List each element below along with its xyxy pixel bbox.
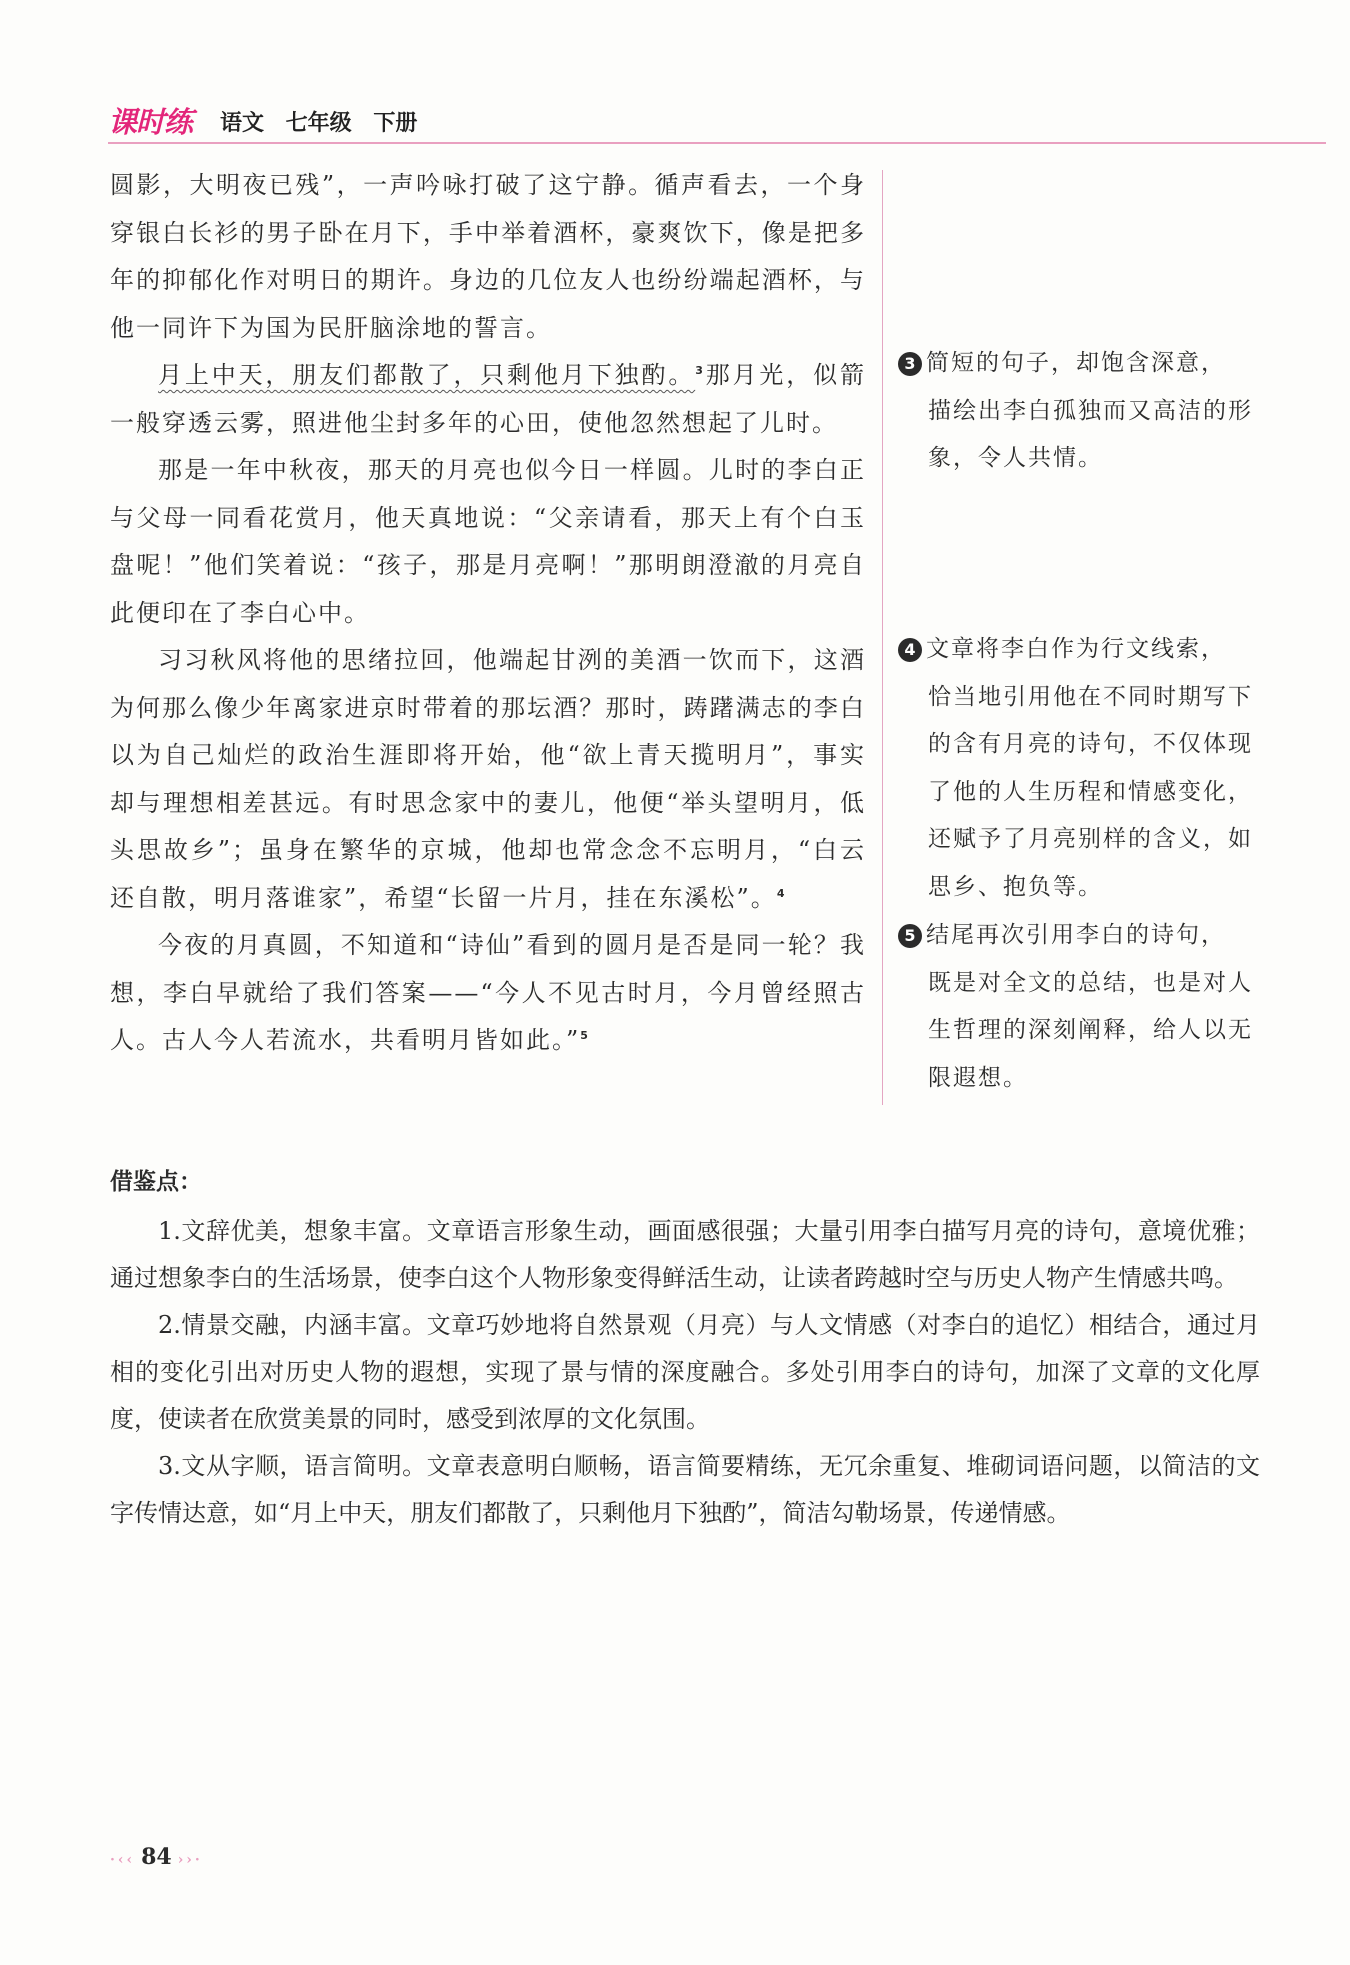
paragraph-5-text: 今夜的月真圆，不知道和“诗仙”看到的圆月是否是同一轮？我想，李白早就给了我们答案——“今人不见古时月，今月曾经照古人。古人今人若流水，共看明月皆如此。” xyxy=(110,931,866,1054)
paragraph-4-text: 习习秋风将他的思绪拉回，他端起甘洌的美酒一饮而下，这酒为何那么像少年离家进京时带着的那坛酒？那时，踌躇满志的李白以为自己灿烂的政治生涯即将开始，他“欲上青天揽明月”，事实却与理想相差甚远。有时思念家中的妻儿，他便“举头望明月，低头思故乡”；虽身在繁华的京城，他却也常念念不忘明月，“白云还自散，明月落谁家”，希望“长留一片月，挂在东溪松”。 xyxy=(110,646,866,912)
jiejian-section xyxy=(110,1208,1260,1537)
note-number-badge: 4 xyxy=(898,638,922,662)
note-body: 恰当地引用他在不同时期写下的含有月亮的诗句，不仅体现了他的人生历程和情感变化，还赋予了月亮别样的含义，如思乡、抱负等。 xyxy=(928,683,1253,900)
jiejian-point-2: 2.情景交融，内涵丰富。文章巧妙地将自然景观（月亮）与人文情感（对李白的追忆）相结合，通过月相的变化引出对历史人物的遐想，实现了景与情的深度融合。多处引用李白的诗句，加深了文章的文化厚度，使读者在欣赏美景的同时，感受到浓厚的文化氛围。 xyxy=(110,1311,1260,1433)
subject-title: 语文 七年级 下册 xyxy=(220,111,418,136)
essay-paragraph-3: 那是一年中秋夜，那天的月亮也似今日一样圆。儿时的李白正与父母一同看花赏月，他天真地说：“父亲请看，那天上有个白玉盘呢！”他们笑着说：“孩子，那是月亮啊！”那明朗澄澈的月亮自此便印在了李白心中。 xyxy=(110,456,866,627)
margin-note-4 xyxy=(898,626,1268,911)
margin-note-3 xyxy=(898,340,1268,483)
page-number-ornament: ››· xyxy=(177,1852,203,1868)
note-first-line: 文章将李白作为行文线索， xyxy=(926,636,1226,662)
jiejian-point-3: 3.文从字顺，语言简明。文章表意明白顺畅，语言简要精练，无冗余重复、堆砌词语问题，以简洁的文字传情达意，如“月上中天，朋友们都散了，只剩他月下独酌”，简洁勾勒场景，传递情感。 xyxy=(110,1452,1260,1527)
note-first-line: 简短的句子，却饱含深意， xyxy=(926,350,1226,376)
page-header xyxy=(108,100,1326,144)
page-number-ornament: ·‹‹ xyxy=(110,1852,136,1868)
essay-paragraph-5 xyxy=(110,922,866,1065)
note-number-badge: 5 xyxy=(898,924,922,948)
header-divider xyxy=(108,142,1326,144)
essay-body xyxy=(110,162,866,1065)
wavy-underlined-sentence: 月上中天，朋友们都散了，只剩他月下独酌。 xyxy=(158,361,696,389)
paragraph-2-rest: 那月光，似箭一般穿透云雾，照进他尘封多年的心田，使他忽然想起了儿时。 xyxy=(110,361,866,437)
note-body: 描绘出李白孤独而又高洁的形象，令人共情。 xyxy=(928,397,1253,471)
note-first-line: 结尾再次引用李白的诗句， xyxy=(926,922,1226,948)
essay-paragraph-2 xyxy=(110,352,866,447)
annotation-marker-5: 5 xyxy=(580,1029,590,1042)
annotation-marker-3: 3 xyxy=(695,364,705,377)
note-body: 既是对全文的总结，也是对人生哲理的深刻阐释，给人以无限遐想。 xyxy=(928,969,1253,1091)
note-number-badge: 3 xyxy=(898,352,922,376)
jiejian-point-1: 1.文辞优美，想象丰富。文章语言形象生动，画面感很强；大量引用李白描写月亮的诗句，意境优雅；通过想象李白的生活场景，使李白这个人物形象变得鲜活生动，让读者跨越时空与历史人物产生情感共鸣。 xyxy=(110,1217,1260,1292)
page-number-text: 84 xyxy=(141,1844,172,1870)
page-number xyxy=(110,1844,230,1878)
annotation-marker-4: 4 xyxy=(776,886,787,900)
series-logo: 课时练 xyxy=(108,105,193,139)
jiejian-heading: 借鉴点： xyxy=(110,1169,202,1195)
margin-divider xyxy=(882,170,883,1105)
essay-paragraph-1: 圆影，大明夜已残”，一声吟咏打破了这宁静。循声看去，一个身穿银白长衫的男子卧在月下，手中举着酒杯，豪爽饮下，像是把多年的抑郁化作对明日的期许。身边的几位友人也纷纷端起酒杯，与他一同许下为国为民肝脑涂地的誓言。 xyxy=(110,171,866,342)
margin-note-5 xyxy=(898,912,1268,1102)
essay-paragraph-4 xyxy=(110,637,866,922)
